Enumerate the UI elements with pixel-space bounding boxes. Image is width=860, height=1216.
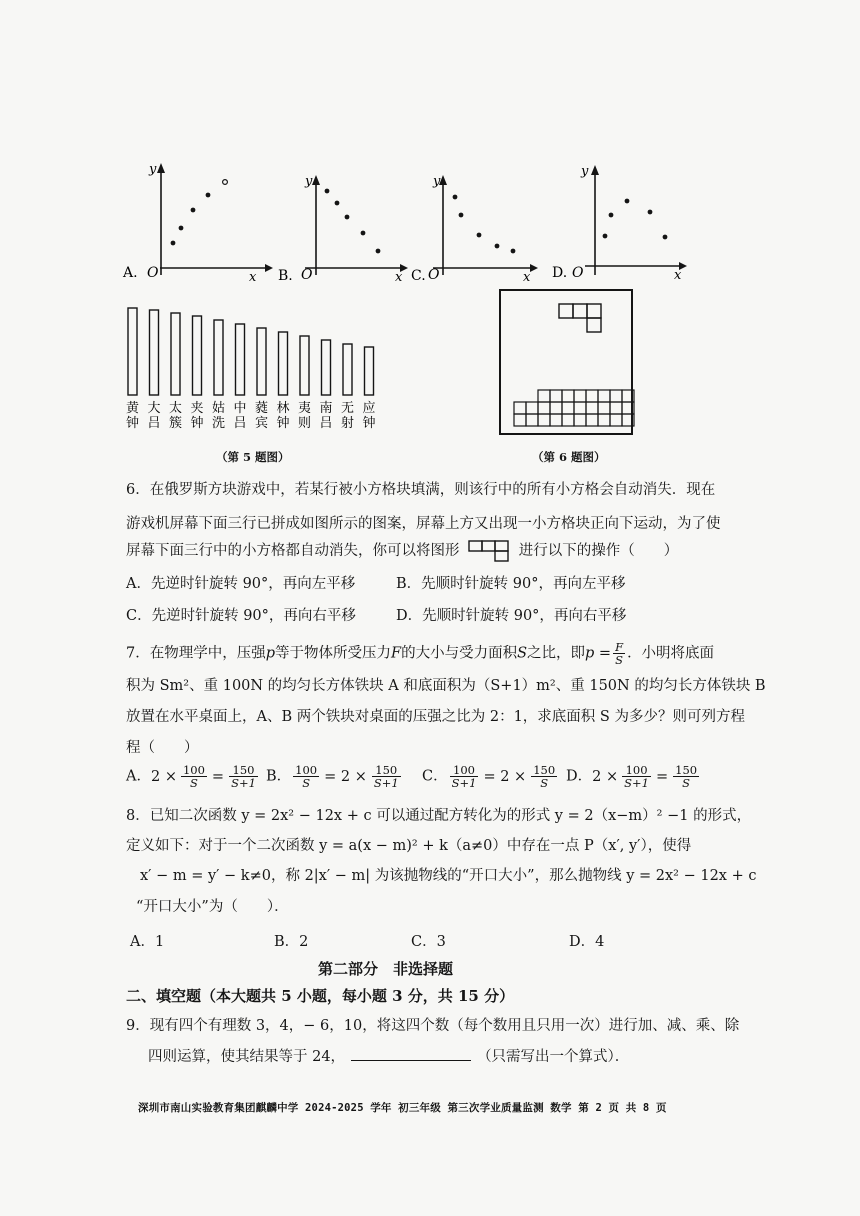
q8-option-a: A．1 (130, 934, 165, 950)
q7-line4: 程（ ） (126, 740, 199, 756)
bell-label: 南 (319, 401, 333, 416)
q7-eq: p = (585, 645, 612, 662)
q7-option-c (422, 764, 559, 789)
q6-option-d: D．先顺时针旋转 90°，再向右平移 (396, 608, 627, 624)
option-equals: = (655, 768, 669, 785)
q7-line3: 放置在水平桌面上，A、B 两个铁块对桌面的压强之比为 2：1，求底面积 S 为多少？则可列方程 (126, 709, 745, 725)
q6-line3-a: 屏幕下面三行中的小方格都自动消失，你可以将图形 (126, 543, 460, 559)
graph-b-letter: B. (278, 268, 293, 284)
grid-cell (562, 390, 574, 402)
q6-line3-b: 进行以下的操作（ ） (518, 543, 679, 559)
q7-text-b: 等于物体所受压力 (275, 645, 392, 662)
graph-d-origin: O (572, 265, 584, 281)
grid-cell (550, 402, 562, 414)
grid-cell (586, 414, 598, 426)
q8-line4: “开口大小”为（ ）． (136, 899, 289, 915)
bell-pipe (171, 313, 180, 395)
grid-cell (598, 402, 610, 414)
graph-b-x: x (395, 270, 403, 285)
graph-d (585, 165, 687, 275)
grid-cell (526, 414, 538, 426)
option-factor: 2 × (150, 768, 177, 785)
graph-c-origin: O (428, 267, 440, 283)
graph-a (157, 163, 273, 275)
q6-option-c: C．先逆时针旋转 90°，再向右平移 (126, 608, 356, 624)
bell-label: 吕 (147, 416, 161, 431)
bell-pipe (279, 332, 288, 395)
bell-label: 夷 (297, 401, 312, 416)
graph-d-y: y (581, 164, 589, 179)
graph-b (305, 175, 408, 275)
bell-pipe (343, 344, 352, 395)
bell-pipe (150, 310, 159, 395)
graph-a-origin: O (147, 265, 159, 281)
part2-title: 第二部分 非选择题 (318, 960, 454, 978)
q6-option-a: A．先逆时针旋转 90°，再向左平移 (126, 576, 356, 592)
q7-option-d (566, 764, 701, 789)
option-factor: 2 × (592, 768, 619, 785)
grid-cell (538, 402, 550, 414)
option-equals: = (211, 768, 225, 785)
bell-pipe (214, 320, 223, 395)
option-letter: A． (126, 768, 151, 785)
option-equals: = 2 × (483, 768, 527, 785)
grid-cell (550, 390, 562, 402)
graph-a-x: x (249, 270, 257, 285)
graph-b-origin: O (301, 267, 313, 283)
denominator: S (190, 776, 198, 790)
grid-cell (538, 414, 550, 426)
graph-d-letter: D. (552, 265, 568, 281)
q9-text-a: 四则运算，使其结果等于 24， (148, 1049, 346, 1065)
bell-label: 中 (233, 401, 247, 416)
fraction-left (622, 764, 651, 789)
bell-label: 大 (147, 401, 161, 416)
fraction-right (531, 764, 557, 789)
grid-cell (538, 390, 550, 402)
bell-pipe (257, 328, 266, 395)
q6-option-b: B．先顺时针旋转 90°，再向左平移 (396, 576, 626, 592)
numerator: 150 (372, 764, 401, 777)
bell-pipe (322, 340, 331, 395)
denominator: S (540, 776, 549, 790)
grid-cell (586, 390, 598, 402)
bell-label: 林 (276, 401, 290, 416)
q8-option-b: B．2 (274, 934, 309, 950)
q7-var-p: p (265, 645, 276, 662)
graph-c-letter: C. (411, 268, 426, 284)
graph-c (433, 175, 538, 275)
grid-cell (610, 402, 622, 414)
q9-answer-blank[interactable] (351, 1046, 471, 1061)
q8-line3: x′ − m = y′ − k≠0，称 2|x′ − m| 为该抛物线的“开口大小”，那么抛物线 y = 2x² − 12x + c (140, 868, 757, 884)
bell-label: 蕤 (254, 401, 269, 416)
denominator: S (682, 776, 691, 790)
page-footer: 深圳市南山实验教育集团麒麟中学 2024-2025 学年 初三年级 第三次学业质量监测 数学 第 2 页 共 8 页 (138, 1102, 667, 1114)
bell-label: 洗 (211, 416, 226, 431)
q7-fraction (613, 641, 625, 666)
numerator: 150 (533, 763, 556, 777)
bell-label: 簇 (168, 416, 183, 431)
option-letter: B． (266, 768, 292, 785)
grid-cell (550, 414, 562, 426)
figure-5-caption: （第 5 题图） (216, 450, 290, 464)
falling-piece (559, 304, 601, 332)
q6-line3 (126, 540, 746, 562)
graph-b-y: y (305, 174, 313, 189)
q7-option-a (126, 764, 260, 789)
q7-option-b (266, 764, 403, 789)
grid-cell (598, 414, 610, 426)
q7-frac-den: S (615, 653, 624, 667)
bell-label: 宾 (254, 416, 269, 431)
graph-c-x: x (523, 270, 531, 285)
q7-frac-num: F (615, 640, 624, 654)
bell-label: 钟 (125, 416, 140, 431)
grid-cell (514, 402, 526, 414)
numerator: 150 (229, 764, 258, 777)
q7-line1 (126, 641, 746, 666)
denominator: S+1 (231, 776, 256, 790)
q8-option-d: D．4 (569, 934, 605, 950)
denominator: S (302, 776, 311, 790)
denominator: S+1 (373, 776, 399, 790)
option-equals: = 2 × (324, 768, 367, 785)
q9-line2 (148, 1046, 768, 1067)
q9-text-b: （只需写出一个算式）． (477, 1049, 630, 1065)
fraction-left (293, 764, 319, 789)
q8-option-c: C．3 (411, 934, 446, 950)
q9-line1: 9．现有四个有理数 3，4，− 6，10，将这四个数（每个数用且只用一次）进行加、减、乘、除 (126, 1018, 740, 1034)
bell-label: 钟 (190, 416, 204, 431)
bell-label: 钟 (362, 416, 376, 431)
grid-cell (562, 414, 574, 426)
q7-text-a: 7．在物理学中，压强 (126, 645, 266, 662)
q7-line2: 积为 Sm²、重 100N 的均匀长方体铁块 A 和底面积为（S+1）m²、重 150N 的均匀长方体铁块 B (126, 678, 766, 694)
bell-label: 吕 (233, 416, 247, 431)
bell-label: 射 (340, 416, 355, 431)
q7-var-s: S (517, 645, 528, 662)
graph-options (115, 155, 715, 285)
q8-line2: 定义如下：对于一个二次函数 y = a(x − m)² + k（a≠0）中存在一点 P（x′, y′），使得 (126, 838, 692, 854)
grid-cell (610, 414, 622, 426)
bell-pipe (128, 308, 137, 395)
grid-cell (562, 402, 574, 414)
bell-label: 则 (297, 416, 312, 431)
fraction-left (450, 764, 479, 789)
bell-label: 夹 (190, 401, 204, 416)
bell-label: 太 (168, 401, 183, 416)
bell-pipe (236, 324, 245, 395)
bell-label: 钟 (276, 416, 290, 431)
grid-cell (574, 414, 586, 426)
grid-cell (610, 390, 622, 402)
denominator: S+1 (624, 776, 649, 790)
grid-cell (574, 390, 586, 402)
bell-label: 姑 (211, 401, 226, 416)
graph-a-letter: A. (123, 265, 138, 281)
bell-label: 吕 (319, 416, 333, 431)
bell-pipe (365, 347, 374, 395)
option-letter: D． (566, 768, 593, 785)
figure-6-tetris (498, 288, 638, 438)
graph-a-y: y (149, 162, 157, 177)
fraction-left (181, 764, 207, 789)
grid-cell (574, 402, 586, 414)
section2-heading: 二、填空题（本大题共 5 小题，每小题 3 分，共 15 分） (126, 987, 515, 1005)
fraction-right (673, 764, 699, 789)
q8-line1: 8．已知二次函数 y = 2x² − 12x + c 可以通过配方转化为的形式 y = 2（x−m）² −1 的形式， (126, 808, 752, 824)
denominator: S+1 (451, 776, 477, 790)
numerator: 100 (450, 764, 479, 777)
grid-cell (526, 402, 538, 414)
q7-text-e: ．小明将底面 (627, 645, 715, 662)
q7-text-c: 的大小与受力面积 (401, 645, 518, 662)
numerator: 100 (295, 763, 318, 777)
bell-pipe (300, 336, 309, 395)
q7-text-d: 之比，即 (527, 645, 586, 662)
q6-line2: 游戏机屏幕下面三行已拼成如图所示的图案，屏幕上方又出现一小方格块正向下运动，为了使 (126, 516, 721, 532)
bell-label: 无 (340, 401, 355, 416)
figure-5-bells (120, 300, 400, 440)
bell-label: 黄 (125, 401, 140, 416)
bell-label: 应 (362, 401, 376, 416)
graph-c-y: y (433, 174, 441, 189)
numerator: 150 (675, 763, 698, 777)
fraction-right (372, 764, 401, 789)
grid-cell (598, 390, 610, 402)
numerator: 100 (182, 763, 205, 777)
figure-6-caption: （第 6 题图） (532, 450, 606, 464)
grid-cell (514, 414, 526, 426)
option-letter: C． (422, 768, 448, 785)
bell-pipe (193, 316, 202, 395)
fraction-right (229, 764, 258, 789)
q6-line1: 6．在俄罗斯方块游戏中，若某行被小方格块填满，则该行中的所有小方格会自动消失．现在 (126, 482, 716, 498)
numerator: 100 (622, 764, 651, 777)
bottom-rows (514, 390, 634, 426)
graph-d-x: x (674, 268, 682, 283)
tetromino-icon (468, 540, 510, 562)
grid-cell (586, 402, 598, 414)
q7-var-f: F (391, 645, 402, 662)
